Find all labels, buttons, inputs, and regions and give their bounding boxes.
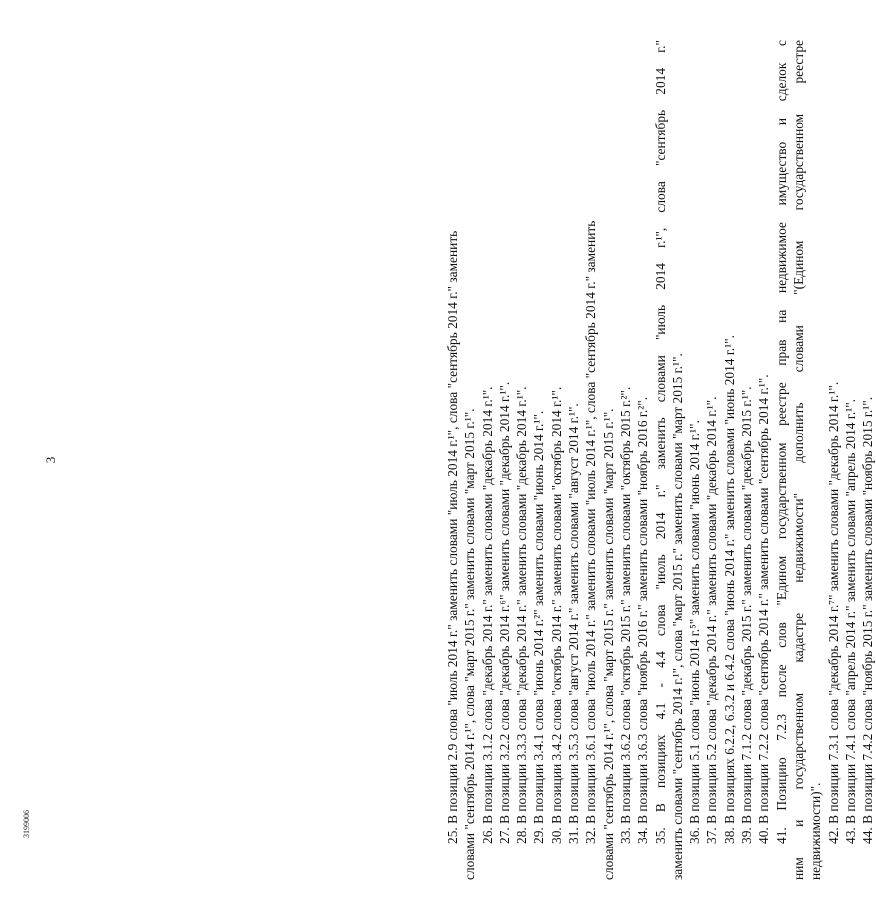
document-line: 44. В позиции 7.4.2 слова "ноябрь 2015 г." заменить словами "ноябрь 2015 г.¹". xyxy=(860,396,876,844)
document-line: 38. В позициях 6.2.2, 6.3.2 и 6.4.2 слова "июнь 2014 г." заменить словами "июнь 2014 г.¹". xyxy=(721,335,737,844)
rotated-page-content xyxy=(43,40,876,880)
document-line: 33. В позиции 3.6.2 слова "октябрь 2015 г." заменить словами "октябрь 2015 г.²". xyxy=(617,386,633,844)
document-line: 36. В позиции 5.1 слова "июнь 2014 г.⁵" заменить словами "июнь 2014 г.¹". xyxy=(687,420,703,844)
document-line: 35. В позициях 4.1 - 4.4 слова "июль 2014 г." заменить словами "июль 2014 г.¹", слова "сентябрь 2014 г." xyxy=(652,40,668,844)
document-line: 27. В позиции 3.2.2 слова "декабрь 2014 г.⁶" заменить словами "декабрь 2014 г.¹". xyxy=(496,381,512,844)
document-line: 29. В позиции 3.4.1 слова "июнь 2014 г.²" заменить словами "июнь 2014 г.¹". xyxy=(531,410,547,844)
document-line: ним и государственном кадастре недвижимости" дополнить словами "(Едином государственном реестре xyxy=(790,40,806,880)
document-line: 42. В позиции 7.3.1 слова "декабрь 2014 г.⁷" заменить словами "декабрь 2014 г.¹". xyxy=(825,381,841,844)
document-line: 34. В позиции 3.6.3 слова "ноябрь 2016 г." заменить словами "ноябрь 2016 г.²". xyxy=(635,396,651,844)
document-line: 32. В позиции 3.6.1 слова "июль 2014 г." заменить словами "июль 2014 г.¹", слова "сентябрь 2014 г." заменить xyxy=(583,220,599,844)
document-line: 28. В позиции 3.3.3 слова "декабрь 2014 г." заменить словами "декабрь 2014 г.¹". xyxy=(514,386,530,844)
document-line: 26. В позиции 3.1.2 слова "декабрь 2014 г." заменить словами "декабрь 2014 г.¹". xyxy=(479,386,495,844)
document-line: недвижимости)". xyxy=(808,782,824,880)
document-line: 40. В позиции 7.2.2 слова "сентябрь 2014 г." заменить словами "сентябрь 2014 г.¹". xyxy=(756,374,772,844)
document-id: 3199006 xyxy=(22,810,31,838)
document-line: 31. В позиции 3.5.3 слова "август 2014 г." заменить словами "август 2014 г.¹". xyxy=(566,403,582,844)
document-line: словами "сентябрь 2014 г.¹", слова "март 2015 г." заменить словами "март 2015 г.¹". xyxy=(600,408,616,880)
document-line: заменить словами "сентябрь 2014 г.¹", слова "март 2015 г." заменить словами "март 2015 г.¹". xyxy=(669,353,685,880)
page-number: 3 xyxy=(43,456,58,464)
document-line: 37. В позиции 5.2 слова "декабрь 2014 г." заменить словами "декабрь 2014 г.¹". xyxy=(704,396,720,844)
document-line: 25. В позиции 2.9 слова "июль 2014 г." заменить словами "июль 2014 г.¹", слова "сентябрь 2014 г." заменить xyxy=(445,230,460,844)
document-line: 39. В позиции 7.1.2 слова "декабрь 2015 г." заменить словами "декабрь 2015 г.¹". xyxy=(739,386,755,844)
document-line: 30. В позиции 3.4.2 слова "октябрь 2014 г." заменить словами "октябрь 2014 г.¹". xyxy=(548,386,564,844)
document-line: словами "сентябрь 2014 г.¹", слова "март 2015 г." заменить словами "март 2015 г.¹". xyxy=(462,408,478,880)
document-line: 41. Позицию 7.2.3 после слов "Едином государственном реестре прав на недвижимое имущество и сделок с xyxy=(773,40,789,844)
document-body xyxy=(444,40,876,880)
document-line: 43. В позиции 7.4.1 слова "апрель 2014 г." заменить словами "апрель 2014 г.¹". xyxy=(842,398,858,844)
